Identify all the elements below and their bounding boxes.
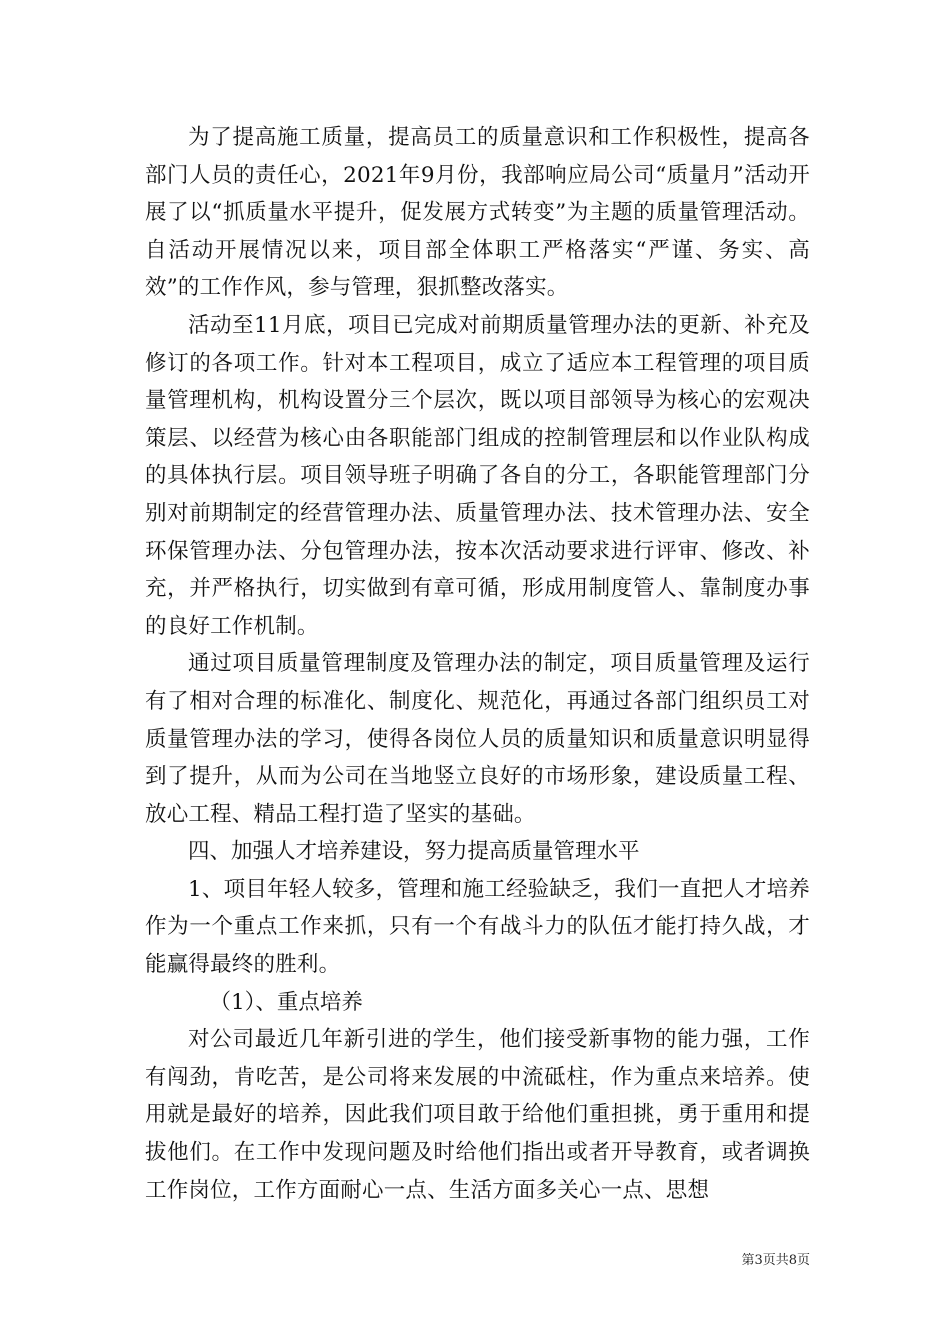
paragraph-standardization: 通过项目质量管理制度及管理办法的制定，项目质量管理及运行有了相对合理的标准化、制度化、规范化，再通过各部门组织员工对质量管理办法的学习，使得各岗位人员的质量知识和质量意识明显得到了提升，从而为公司在当地竖立良好的市场形象，建设质量工程、放心工程、精品工程打造了坚实的基础。 (145, 651, 810, 827)
sub-heading-focus-training: （1）、重点培养 (209, 989, 363, 1015)
paragraph-quality-month: 为了提高施工质量，提高员工的质量意识和工作积极性，提高各部门人员的责任心，2021年9月份，我部响应局公司“质量月”活动开展了以“抓质量水平提升，促发展方式转变”为主题的质量管理活动。自活动开展情况以来，项目部全体职工严格落实“严谨、务实、高效”的工作作风，参与管理，狠抓整改落实。 (145, 125, 810, 301)
page-number-footer: 第3页共8页 (741, 1253, 810, 1268)
paragraph-focus-training: 对公司最近几年新引进的学生，他们接受新事物的能力强，工作有闯劲，肯吃苦，是公司将来发展的中流砥柱，作为重点来培养。使用就是最好的培养，因此我们项目敢于给他们重担挑，勇于重用和提拔他们。在工作中发现问题及时给他们指出或者开导教育，或者调换工作岗位，工作方面耐心一点、生活方面多关心一点、思想 (145, 1027, 810, 1203)
paragraph-talent-training: 1、项目年轻人较多，管理和施工经验缺乏，我们一直把人才培养作为一个重点工作来抓，只有一个有战斗力的队伍才能打持久战，才能赢得最终的胜利。 (145, 876, 810, 978)
section-heading-talent: 四、加强人才培养建设，努力提高质量管理水平 (188, 839, 640, 865)
paragraph-management-structure: 活动至11月底，项目已完成对前期质量管理办法的更新、补充及修订的各项工作。针对本工程项目，成立了适应本工程管理的项目质量管理机构，机构设置分三个层次，既以项目部领导为核心的宏观决策层、以经营为核心由各职能部门组成的控制管理层和以作业队构成的具体执行层。项目领导班子明确了各自的分工，各职能管理部门分别对前期制定的经营管理办法、质量管理办法、技术管理办法、安全环保管理办法、分包管理办法，按本次活动要求进行评审、修改、补充，并严格执行，切实做到有章可循，形成用制度管人、靠制度办事的良好工作机制。 (145, 312, 810, 639)
document-body (145, 119, 810, 1209)
